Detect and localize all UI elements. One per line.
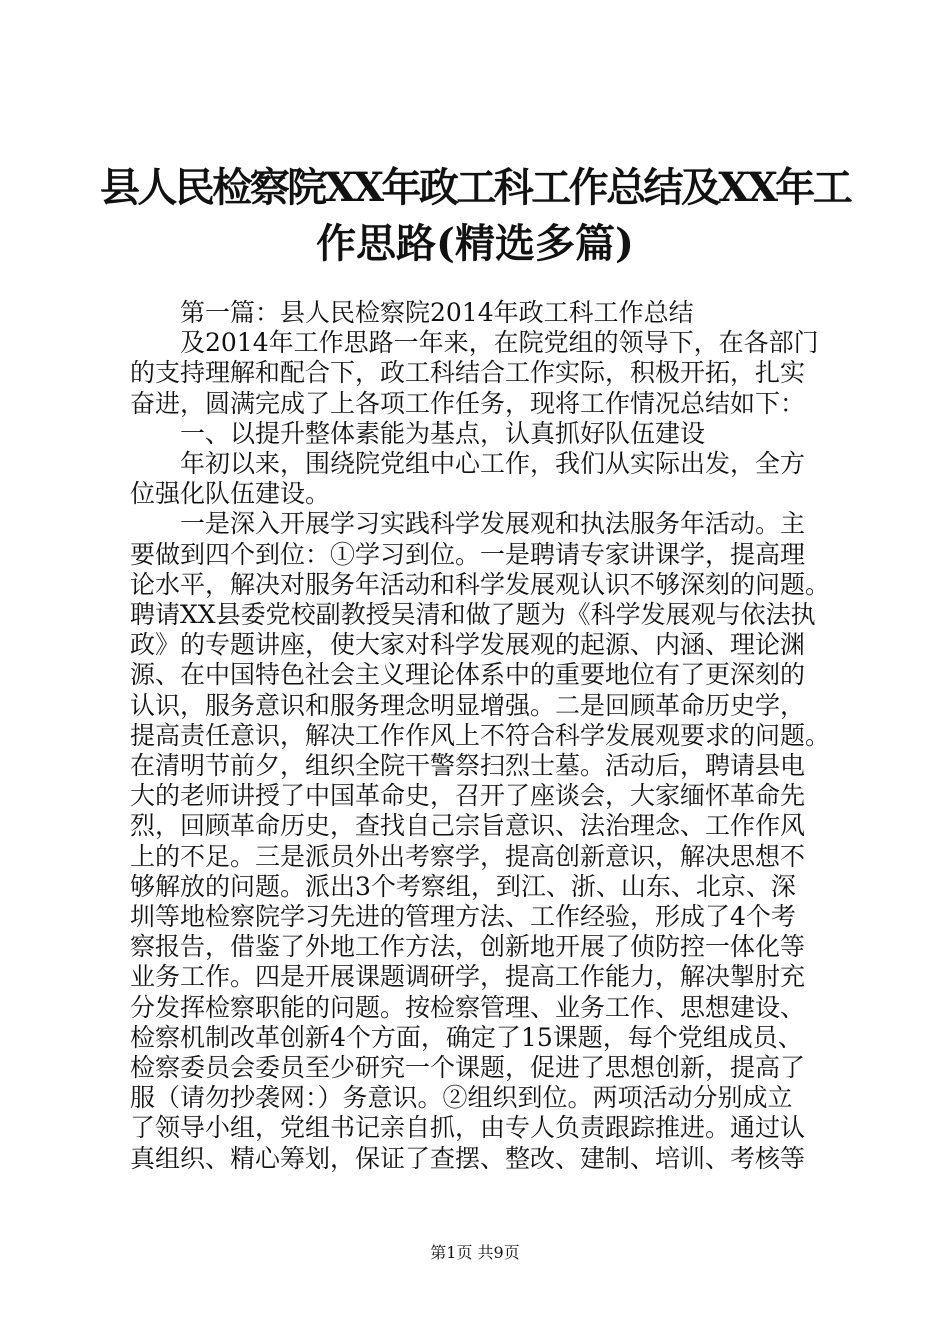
body-text-line: 位强化队伍建设。 (130, 479, 331, 509)
body-text-line: 提高责任意识，解决工作作风上不符合科学发展观要求的问题。 (130, 720, 831, 750)
page-footer: 第1页 共9页 (430, 1243, 520, 1262)
body-text-line: 了领导小组，党组书记亲自抓，由专人负责跟踪推进。通过认 (130, 1113, 806, 1143)
body-text-line: 烈，回顾革命历史，查找自己宗旨意识、法治理念、工作作风 (130, 811, 806, 841)
body-text-line: 察报告，借鉴了外地工作方法，创新地开展了侦防控一体化等 (130, 932, 806, 962)
body-text-line: 检察机制改革创新4个方面，确定了15课题，每个党组成员、 (130, 1022, 803, 1052)
body-text-line: 业务工作。四是开展课题调研学，提高工作能力，解决掣肘充 (130, 962, 806, 992)
body-text-line: 在清明节前夕，组织全院干警祭扫烈士墓。活动后，聘请县电 (130, 751, 806, 780)
document-title-line-2: 作思路(精选多篇) (316, 220, 634, 267)
body-text-line: 一是深入开展学习实践科学发展观和执法服务年活动。主 (180, 509, 806, 539)
body-text-line: 及2014年工作思路一年来，在院党组的领导下，在各部门 (180, 328, 819, 358)
body-text-line: 第一篇：县人民检察院2014年政工科工作总结 (180, 298, 694, 327)
body-text-line: 分发挥检察职能的问题。按检察管理、业务工作、思想建设、 (130, 992, 806, 1022)
body-text-line: 的支持理解和配合下，政工科结合工作实际，积极开拓，扎实 (130, 358, 806, 388)
body-text-line: 年初以来，围绕院党组中心工作，我们从实际出发，全方 (180, 449, 806, 478)
body-text-line: 服（请勿抄袭网：）务意识。②组织到位。两项活动分别成立 (130, 1083, 793, 1113)
body-text-line: 够解放的问题。派出3个考察组，到江、浙、山东、北京、深 (130, 871, 796, 901)
body-text-line: 真组织、精心筹划，保证了查摆、整改、建制、培训、考核等 (130, 1143, 806, 1173)
body-text-line: 认识，服务意识和服务理念明显增强。二是回顾革命历史学， (130, 690, 806, 720)
body-text-line: 聘请XX县委党校副教授吴清和做了题为《科学发展观与依法执 (130, 600, 816, 629)
body-text-line: 检察委员会委员至少研究一个课题，促进了思想创新，提高了 (130, 1053, 806, 1082)
document-title-line-1: 县人民检察院XX年政工科工作总结及XX年工 (100, 164, 851, 211)
body-text-line: 要做到四个到位：①学习到位。一是聘请专家讲课学，提高理 (130, 539, 806, 569)
body-text-line: 上的不足。三是派员外出考察学，提高创新意识，解决思想不 (130, 841, 806, 871)
body-text-line: 源、在中国特色社会主义理论体系中的重要地位有了更深刻的 (130, 660, 806, 690)
body-text-line: 奋进，圆满完成了上各项工作任务，现将工作情况总结如下： (130, 388, 806, 418)
body-text-line: 论水平，解决对服务年活动和科学发展观认识不够深刻的问题。 (130, 569, 831, 599)
body-text-line: 一、以提升整体素能为基点，认真抓好队伍建设 (180, 418, 706, 448)
body-text-line: 政》的专题讲座，使大家对科学发展观的起源、内涵、理论渊 (130, 630, 806, 660)
body-text-line: 大的老师讲授了中国革命史，召开了座谈会，大家缅怀革命先 (130, 781, 806, 811)
body-text-line: 圳等地检察院学习先进的管理方法、工作经验，形成了4个考 (130, 902, 796, 931)
